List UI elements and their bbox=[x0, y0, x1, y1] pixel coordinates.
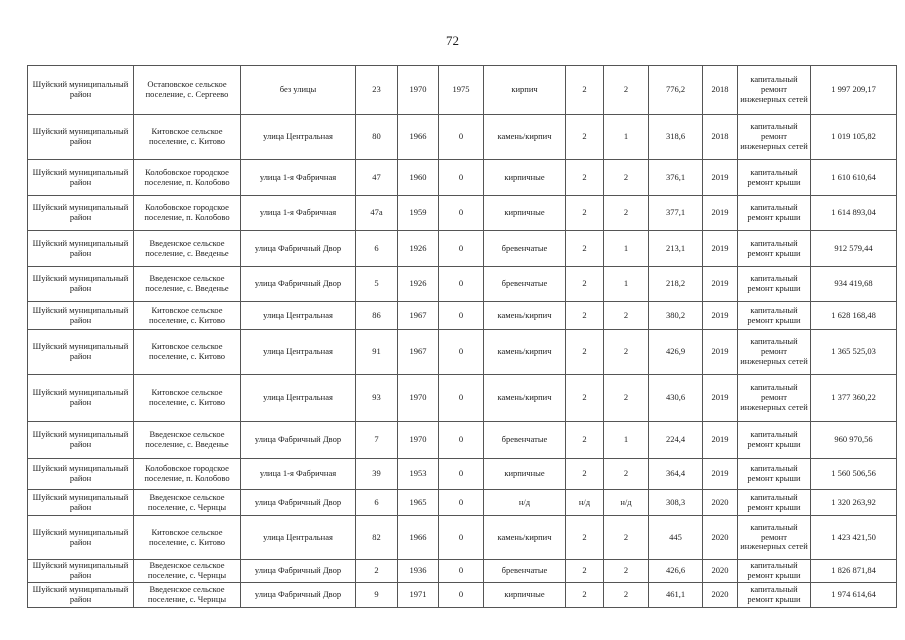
table-cell: Китовское сельское поселение, с. Китово bbox=[134, 115, 241, 160]
capital-repair-table bbox=[27, 65, 897, 608]
table-cell: Китовское сельское поселение, с. Китово bbox=[134, 516, 241, 560]
table-row bbox=[28, 516, 897, 560]
table-cell: бревенчатые bbox=[484, 267, 566, 302]
table-cell: 0 bbox=[439, 267, 484, 302]
table-cell: кирпичные bbox=[484, 582, 566, 607]
table-cell: 1960 bbox=[398, 160, 439, 196]
table-cell: 0 bbox=[439, 302, 484, 330]
table-cell: бревенчатые bbox=[484, 422, 566, 459]
table-cell: капитальный ремонт крыши bbox=[738, 490, 811, 516]
table-cell: кирпич bbox=[484, 66, 566, 115]
table-cell: 2 bbox=[604, 516, 649, 560]
table-cell: Шуйский муниципальный район bbox=[28, 516, 134, 560]
table-row bbox=[28, 422, 897, 459]
table-cell: капитальный ремонт крыши bbox=[738, 267, 811, 302]
table-cell: 1 bbox=[604, 115, 649, 160]
table-cell: улица Фабричный Двор bbox=[241, 560, 356, 583]
table-cell: Шуйский муниципальный район bbox=[28, 196, 134, 231]
table-cell: 2 bbox=[604, 375, 649, 422]
table-cell: Китовское сельское поселение, с. Китово bbox=[134, 302, 241, 330]
table-cell: 1970 bbox=[398, 66, 439, 115]
table-cell: капитальный ремонт крыши bbox=[738, 459, 811, 490]
table-cell: без улицы bbox=[241, 66, 356, 115]
table-cell: 1 997 209,17 bbox=[811, 66, 897, 115]
table-cell: Шуйский муниципальный район bbox=[28, 160, 134, 196]
table-cell: 1967 bbox=[398, 302, 439, 330]
table-cell: Введенское сельское поселение, с. Введенье bbox=[134, 231, 241, 267]
table-cell: 2 bbox=[566, 422, 604, 459]
table-cell: капитальный ремонт крыши bbox=[738, 582, 811, 607]
table-cell: 2 bbox=[566, 330, 604, 375]
table-cell: 380,2 bbox=[649, 302, 703, 330]
table-cell: Введенское сельское поселение, с. Чернцы bbox=[134, 490, 241, 516]
table-cell: 318,6 bbox=[649, 115, 703, 160]
table-cell: улица Фабричный Двор bbox=[241, 490, 356, 516]
table-cell: улица Фабричный Двор bbox=[241, 422, 356, 459]
table-cell: 2019 bbox=[703, 422, 738, 459]
table-cell: улица Фабричный Двор bbox=[241, 582, 356, 607]
table-cell: 2019 bbox=[703, 196, 738, 231]
table-cell: 2019 bbox=[703, 160, 738, 196]
table-row bbox=[28, 330, 897, 375]
table-cell: улица Фабричный Двор bbox=[241, 267, 356, 302]
table-cell: улица Фабричный Двор bbox=[241, 231, 356, 267]
table-cell: 2 bbox=[566, 560, 604, 583]
table-cell: 0 bbox=[439, 582, 484, 607]
table-cell: 1 bbox=[604, 267, 649, 302]
table-cell: улица Центральная bbox=[241, 516, 356, 560]
table-cell: Китовское сельское поселение, с. Китово bbox=[134, 375, 241, 422]
table-row bbox=[28, 560, 897, 583]
table-cell: 1 bbox=[604, 422, 649, 459]
table-cell: 2 bbox=[566, 375, 604, 422]
table-cell: 47а bbox=[356, 196, 398, 231]
table-cell: камень/кирпич bbox=[484, 375, 566, 422]
table-cell: 1926 bbox=[398, 267, 439, 302]
table-cell: 2 bbox=[566, 516, 604, 560]
table-cell: Китовское сельское поселение, с. Китово bbox=[134, 330, 241, 375]
table-cell: 2019 bbox=[703, 330, 738, 375]
table-cell: 80 bbox=[356, 115, 398, 160]
table-cell: капитальный ремонт крыши bbox=[738, 422, 811, 459]
table-cell: капитальный ремонт крыши bbox=[738, 302, 811, 330]
table-row bbox=[28, 459, 897, 490]
table-cell: 1966 bbox=[398, 516, 439, 560]
table-cell: кирпичные bbox=[484, 160, 566, 196]
table-cell: капитальный ремонт инженерных сетей bbox=[738, 375, 811, 422]
table-cell: 6 bbox=[356, 490, 398, 516]
table-cell: камень/кирпич bbox=[484, 302, 566, 330]
table-cell: 426,9 bbox=[649, 330, 703, 375]
table-row bbox=[28, 490, 897, 516]
table-body bbox=[28, 66, 897, 608]
table-cell: улица 1-я Фабричная bbox=[241, 160, 356, 196]
table-cell: камень/кирпич bbox=[484, 330, 566, 375]
table-cell: Шуйский муниципальный район bbox=[28, 231, 134, 267]
table-cell: 2019 bbox=[703, 267, 738, 302]
table-cell: 1 560 506,56 bbox=[811, 459, 897, 490]
table-cell: Шуйский муниципальный район bbox=[28, 582, 134, 607]
table-cell: бревенчатые bbox=[484, 560, 566, 583]
table-cell: 0 bbox=[439, 459, 484, 490]
table-cell: Шуйский муниципальный район bbox=[28, 375, 134, 422]
table-cell: 1 628 168,48 bbox=[811, 302, 897, 330]
table-cell: Остаповское сельское поселение, с. Сергеево bbox=[134, 66, 241, 115]
table-cell: 0 bbox=[439, 560, 484, 583]
table-cell: 0 bbox=[439, 422, 484, 459]
table-cell: 2 bbox=[604, 196, 649, 231]
table-cell: 2 bbox=[604, 66, 649, 115]
table-cell: 2 bbox=[566, 267, 604, 302]
table-cell: улица 1-я Фабричная bbox=[241, 196, 356, 231]
table-cell: 0 bbox=[439, 231, 484, 267]
table-cell: 1970 bbox=[398, 422, 439, 459]
table-cell: 224,4 bbox=[649, 422, 703, 459]
table-cell: капитальный ремонт крыши bbox=[738, 160, 811, 196]
table-cell: Шуйский муниципальный район bbox=[28, 267, 134, 302]
table-cell: н/д bbox=[604, 490, 649, 516]
table-cell: 1926 bbox=[398, 231, 439, 267]
table-cell: 2 bbox=[566, 160, 604, 196]
table-cell: 0 bbox=[439, 115, 484, 160]
table-cell: 934 419,68 bbox=[811, 267, 897, 302]
table-cell: 0 bbox=[439, 490, 484, 516]
table-cell: 2020 bbox=[703, 516, 738, 560]
table-cell: 0 bbox=[439, 196, 484, 231]
table-cell: 6 bbox=[356, 231, 398, 267]
table-cell: капитальный ремонт инженерных сетей bbox=[738, 330, 811, 375]
table-cell: камень/кирпич bbox=[484, 115, 566, 160]
table-cell: улица Центральная bbox=[241, 375, 356, 422]
table-cell: 2019 bbox=[703, 459, 738, 490]
table-cell: 960 970,56 bbox=[811, 422, 897, 459]
page-number: 72 bbox=[446, 33, 459, 48]
table-cell: н/д bbox=[484, 490, 566, 516]
table-cell: 461,1 bbox=[649, 582, 703, 607]
table-cell: 1975 bbox=[439, 66, 484, 115]
table-row bbox=[28, 267, 897, 302]
table-cell: 218,2 bbox=[649, 267, 703, 302]
table-cell: 2 bbox=[604, 560, 649, 583]
table-cell: 1 974 614,64 bbox=[811, 582, 897, 607]
table-cell: капитальный ремонт крыши bbox=[738, 196, 811, 231]
table-cell: Колобовское городское поселение, п. Колобово bbox=[134, 160, 241, 196]
table-cell: 2 bbox=[566, 66, 604, 115]
table-cell: 2 bbox=[604, 160, 649, 196]
table-row bbox=[28, 375, 897, 422]
table-cell: капитальный ремонт инженерных сетей bbox=[738, 115, 811, 160]
table-cell: 1 423 421,50 bbox=[811, 516, 897, 560]
table-cell: 2 bbox=[604, 302, 649, 330]
table-cell: кирпичные bbox=[484, 459, 566, 490]
table-cell: 776,2 bbox=[649, 66, 703, 115]
table-cell: 0 bbox=[439, 160, 484, 196]
table-cell: 2019 bbox=[703, 375, 738, 422]
table-cell: 1 320 263,92 bbox=[811, 490, 897, 516]
table-cell: 86 bbox=[356, 302, 398, 330]
table-cell: Введенское сельское поселение, с. Чернцы bbox=[134, 560, 241, 583]
table-cell: 2 bbox=[566, 459, 604, 490]
table-cell: Шуйский муниципальный район bbox=[28, 302, 134, 330]
table-cell: улица Центральная bbox=[241, 330, 356, 375]
table-cell: 1 610 610,64 bbox=[811, 160, 897, 196]
table-cell: Шуйский муниципальный район bbox=[28, 330, 134, 375]
table-cell: 1966 bbox=[398, 115, 439, 160]
table-cell: 2020 bbox=[703, 582, 738, 607]
table-cell: 2 bbox=[604, 330, 649, 375]
table-cell: 2 bbox=[604, 459, 649, 490]
table-cell: 2019 bbox=[703, 231, 738, 267]
table-cell: улица 1-я Фабричная bbox=[241, 459, 356, 490]
table-cell: Введенское сельское поселение, с. Чернцы bbox=[134, 582, 241, 607]
table-cell: улица Центральная bbox=[241, 302, 356, 330]
table-cell: 0 bbox=[439, 516, 484, 560]
table-cell: 1965 bbox=[398, 490, 439, 516]
table-row bbox=[28, 66, 897, 115]
table-row bbox=[28, 196, 897, 231]
table-cell: Введенское сельское поселение, с. Введенье bbox=[134, 267, 241, 302]
table-cell: камень/кирпич bbox=[484, 516, 566, 560]
table-cell: 2020 bbox=[703, 490, 738, 516]
table-cell: кирпичные bbox=[484, 196, 566, 231]
table-row bbox=[28, 115, 897, 160]
table-cell: 1971 bbox=[398, 582, 439, 607]
table-cell: Введенское сельское поселение, с. Введенье bbox=[134, 422, 241, 459]
table-cell: 1 365 525,03 bbox=[811, 330, 897, 375]
table-cell: 1 614 893,04 bbox=[811, 196, 897, 231]
table-cell: 7 bbox=[356, 422, 398, 459]
table-cell: капитальный ремонт инженерных сетей bbox=[738, 516, 811, 560]
table-cell: 2 bbox=[566, 115, 604, 160]
table-cell: 82 bbox=[356, 516, 398, 560]
table-cell: 0 bbox=[439, 330, 484, 375]
table-row bbox=[28, 231, 897, 267]
table-cell: капитальный ремонт инженерных сетей bbox=[738, 66, 811, 115]
table-cell: Колобовское городское поселение, п. Колобово bbox=[134, 459, 241, 490]
table-cell: 2 bbox=[566, 582, 604, 607]
table-cell: 364,4 bbox=[649, 459, 703, 490]
table-cell: 2 bbox=[566, 231, 604, 267]
table-cell: 1959 bbox=[398, 196, 439, 231]
table-cell: 445 bbox=[649, 516, 703, 560]
table-cell: 213,1 bbox=[649, 231, 703, 267]
table-cell: 91 bbox=[356, 330, 398, 375]
table-cell: 1 377 360,22 bbox=[811, 375, 897, 422]
table-cell: Колобовское городское поселение, п. Колобово bbox=[134, 196, 241, 231]
table-cell: Шуйский муниципальный район bbox=[28, 459, 134, 490]
table-cell: Шуйский муниципальный район bbox=[28, 66, 134, 115]
table-cell: 1 bbox=[604, 231, 649, 267]
table-cell: 39 bbox=[356, 459, 398, 490]
table-cell: 47 bbox=[356, 160, 398, 196]
table-cell: улица Центральная bbox=[241, 115, 356, 160]
table-cell: 1953 bbox=[398, 459, 439, 490]
table-cell: 430,6 bbox=[649, 375, 703, 422]
table-cell: 376,1 bbox=[649, 160, 703, 196]
table-cell: 1967 bbox=[398, 330, 439, 375]
table-cell: Шуйский муниципальный район bbox=[28, 560, 134, 583]
table-cell: Шуйский муниципальный район bbox=[28, 115, 134, 160]
table-row bbox=[28, 160, 897, 196]
table-cell: 23 bbox=[356, 66, 398, 115]
table-cell: 2 bbox=[356, 560, 398, 583]
table-cell: бревенчатые bbox=[484, 231, 566, 267]
table-cell: 308,3 bbox=[649, 490, 703, 516]
table-cell: 2019 bbox=[703, 302, 738, 330]
table-row bbox=[28, 582, 897, 607]
table-cell: 9 bbox=[356, 582, 398, 607]
table-cell: 2018 bbox=[703, 115, 738, 160]
table-cell: 1970 bbox=[398, 375, 439, 422]
table-cell: 1 826 871,84 bbox=[811, 560, 897, 583]
table-cell: Шуйский муниципальный район bbox=[28, 422, 134, 459]
table-cell: 93 bbox=[356, 375, 398, 422]
table-row bbox=[28, 302, 897, 330]
table-cell: 2018 bbox=[703, 66, 738, 115]
table-cell: 2 bbox=[566, 196, 604, 231]
table-cell: Шуйский муниципальный район bbox=[28, 490, 134, 516]
table-cell: 0 bbox=[439, 375, 484, 422]
table-cell: 377,1 bbox=[649, 196, 703, 231]
table-cell: капитальный ремонт крыши bbox=[738, 560, 811, 583]
table-cell: 912 579,44 bbox=[811, 231, 897, 267]
table-cell: 5 bbox=[356, 267, 398, 302]
table-cell: 2 bbox=[566, 302, 604, 330]
table-cell: н/д bbox=[566, 490, 604, 516]
table-cell: капитальный ремонт крыши bbox=[738, 231, 811, 267]
table-cell: 426,6 bbox=[649, 560, 703, 583]
table-cell: 2 bbox=[604, 582, 649, 607]
table-cell: 1936 bbox=[398, 560, 439, 583]
table-cell: 2020 bbox=[703, 560, 738, 583]
table-cell: 1 019 105,82 bbox=[811, 115, 897, 160]
